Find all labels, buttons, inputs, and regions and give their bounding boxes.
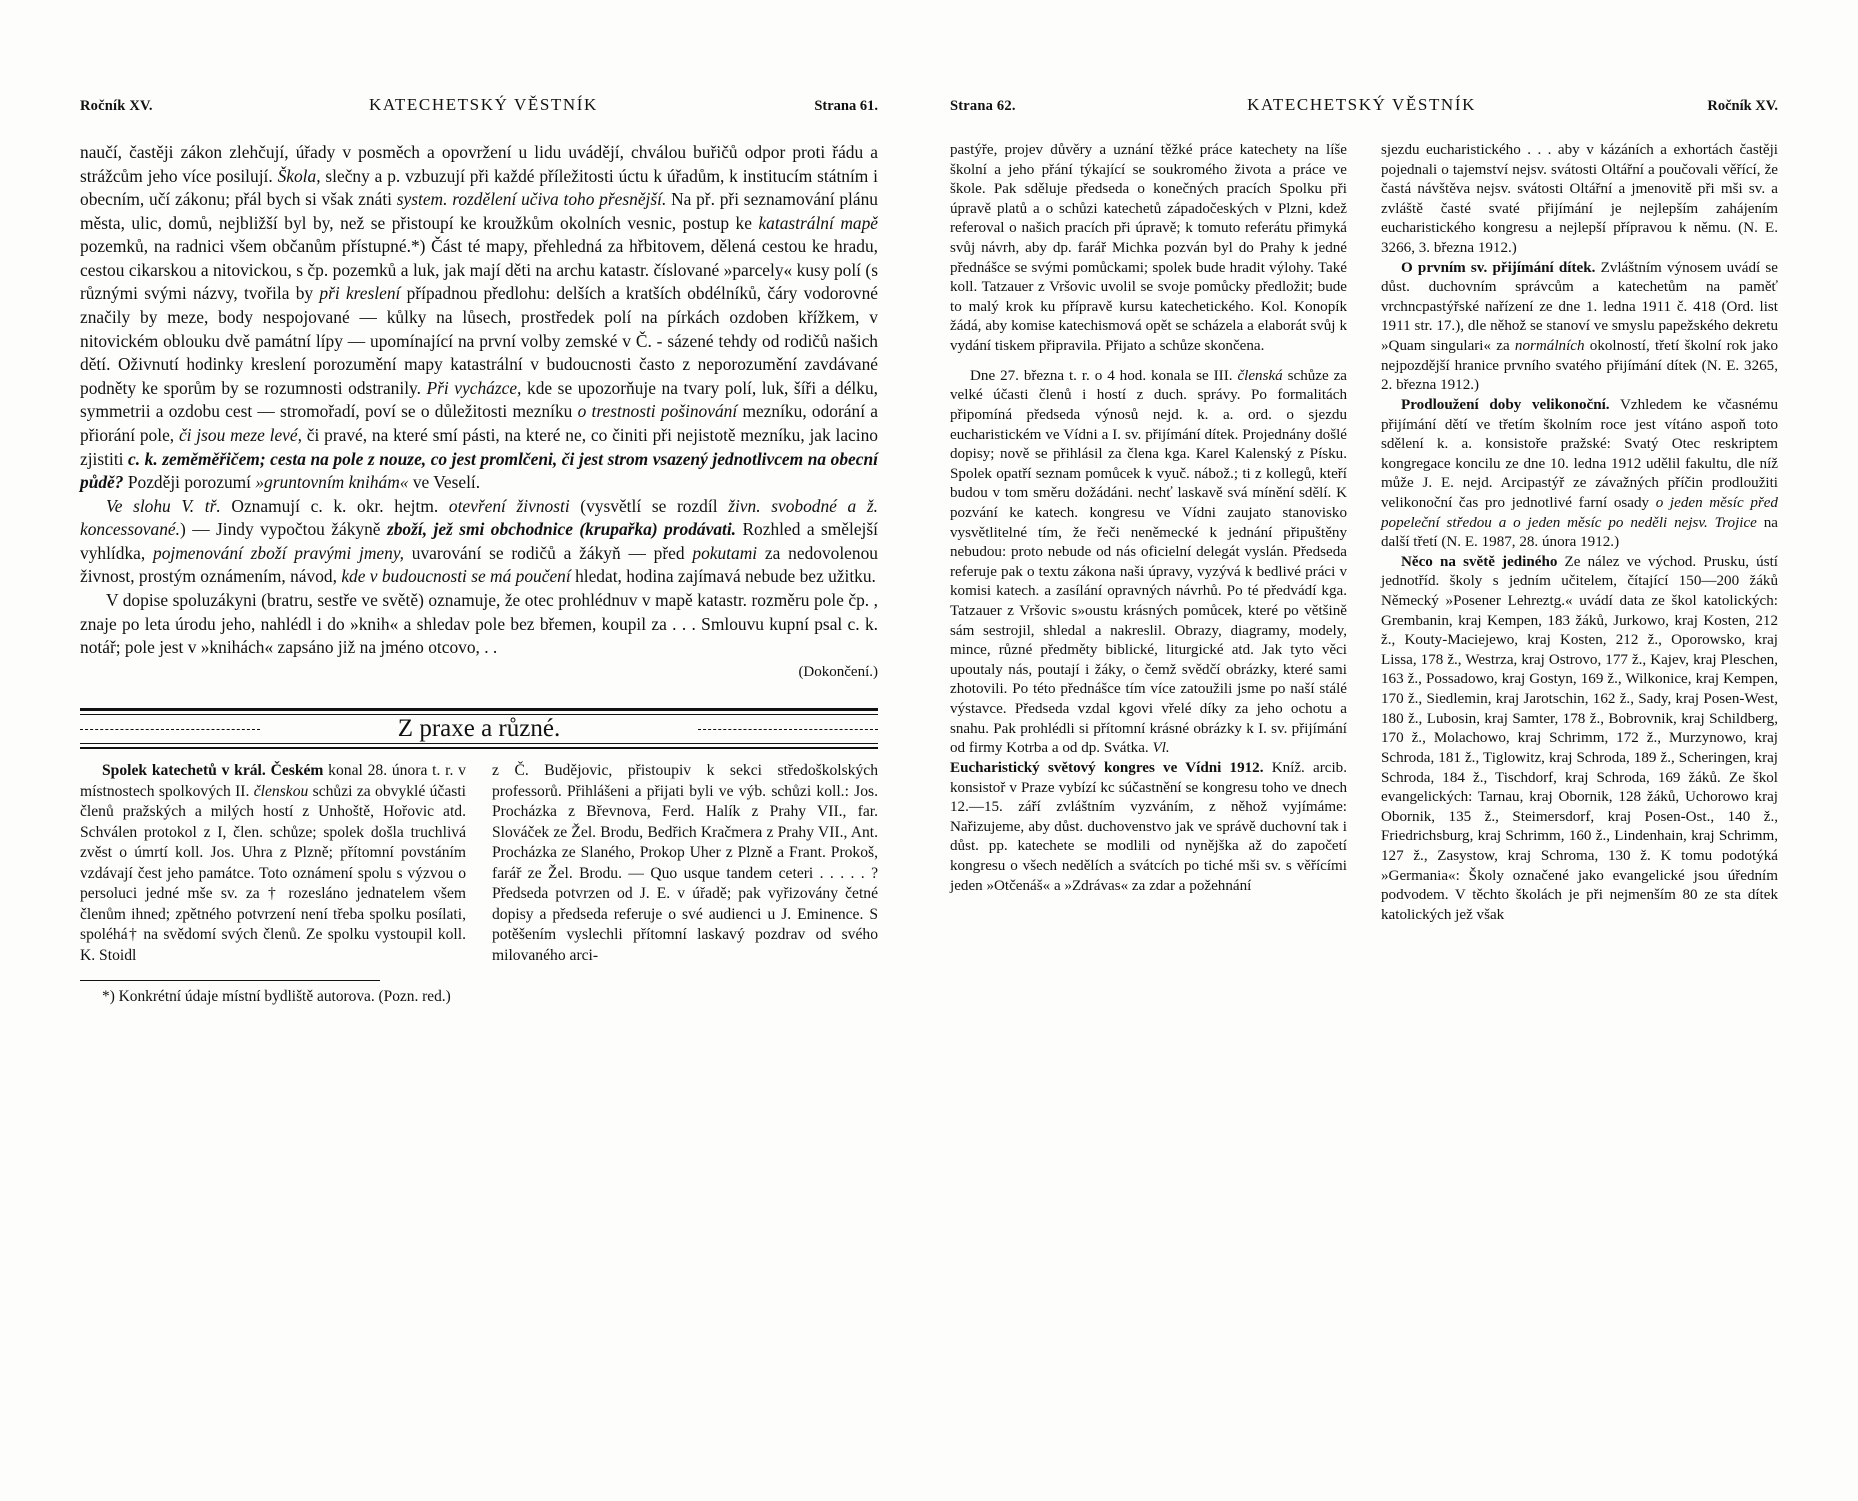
- paragraph: Dne 27. března t. r. o 4 hod. konala se III. členská schůze za velké účasti členů i hostí z duch. správy. Po formalitách připomíná předseda výnosů nejd. k. a. ord. o sjezdu eucharistickém ve Vídni a I. sv. přijímání dítek. Projednány došlé dopisy; nově se přihlásil za člena kga. Karel Kalenský z Písku. Spolek opatří seznam pomůcek k vyuč. nábož.; ti z kollegů, kteří budou v tom směru dožádáni. nechť laskavě svá mínění sdělí. K pozvání ke katech. kongresu ve Vídni zaujato stanovisko vysvětlitelné tím, že řeči neněmecké k jednání připuštěny nebudou: proto nebude od nás oficielní delegát vyslán. Předseda referuje pak o textu zákona naši úpravy, vyzývá k bedlivé práci v komisi katech. a zasílání opravných návrhů. Po té předvádí kga. Tatzauer z Vršovic s»oustu krásných pomůcek, které po většině sám sestrojil, shledal a nakreslil. Obrazy, diagramy, modely, mince, různé předměty biblické, liturgické atd. Jak tyto věci upoutaly nás, poutají i žáky, o čemž svědčí obrázky, které sami zhotovili. Po této přednášce tím více zatoužili jsme po naší stálé výstavce. Předseda vzdal kgovi vřelé díky za jeho ochotu a snahu. Pak prohlédli si přítomní krásné obrázky k I. sv. přijímání od firmy Kotrba a od dp. Svátka. Vl.: [950, 367, 1348, 757]
- paragraph: z Č. Budějovic, přistoupiv k sekci středoškolských professorů. Přihlášeni a přijati byli ve výb. schůzi koll.: Jos. Procházka z Břevnova, Ferd. Halík z Prahy VII., far. Slováček ze Žel. Brodu, Bedřich Kračmera z Prahy VII., Ant. Procházka ze Slaného, Prokop Uher z Plzně a Frant. Prokoš, farář ze Žel. Brodu. — Quo usque tandem ceteri . . . . . ? Předseda potvrzen od J. E. v úřadě; pak vyřizovány četné dopisy a předseda referuje o své audienci u J. Eminence. S potěšením vyslechli přítomní laskavý pozdrav od svého milovaného arci-: [492, 762, 878, 964]
- right-two-columns: [950, 141, 1778, 925]
- dash-rule-left: [80, 729, 260, 730]
- paragraph: Ve slohu V. tř. Oznamují c. k. okr. hejtm. otevření živnosti (vysvětlí se rozdíl živn. svobodné a ž. koncessované.) — Jindy vypočtou žákyně zboží, jež smi obchodnice (krupařka) prodávati. Rozhled a smělejší vyhlídka, pojmenování zboží pravými jmeny, uvarování se rodičů a žákyň — před pokutami za nedovolenou živnost, prostým oznámením, návod, kde v budoucnosti se má poučení hledat, hodina zajímavá nebude bez užitku.: [80, 495, 878, 587]
- paragraph: naučí, častěji zákon zlehčují, úřady v posměch a opovržení u lidu uvádějí, chválou buřičů odpor proti řádu a strážcům jeho více posilují. Škola, slečny a p. vzbuzují při každé příležitosti úctu k úřadům, k institucím státním i obecním, učí zákonu; přál bych si však znáti system. rozdělení učiva toho přesnější. Na př. při seznamování plánu města, ulic, domů, nejbližší byl by, než se přistoupí ke kroužkům okolních vesnic, postup ke katastrální mapě pozemků, na radnici všem občanům přístupné.*) Část té mapy, přehledná za hřbitovem, dělená cestou ke hradu, cestou cikarskou a nitovickou, s čp. pozemků a luk, jak mají děti na archu katastr. číslované »parcely« kusy polí (s různými svými názvy, tvořila by při kreslení případnou předlohu: delších a kratších obdélníků, čáry vodorovné značily by meze, body nespojované — kůlky na lůsech, prostředek polí na pírkách ozdoben křížkem, v nitovickém oblouku dvě památní lípy — upomínající na první volby zemské v Č. - sázené tehdy od rodičů našich dětí. Oživnutí hodinky kreslení porozumění mapy katastrální v budoucnosti často z neporozumění zavdávané podněty ke sporům by se rozumnosti odstranily. Při vycházce, kde se upozorňuje na tvary polí, luk, šíři a délku, symmetrii a ozdobu cest — stromořadí, poví se o důležitosti mezníku o trestnosti pošinování mezníku, odorání a přiorání pole, či jsou meze levé, či pravé, na které smí pásti, na které ne, co činiti při nejistotě mezníku, jak lacino zjistiti c. k. zeměměřičem; cesta na pole z nouze, co jest promlčeni, či jest strom vsazený jednotlivcem na obecní půdě? Později porozumí »gruntovním knihám« ve Veselí.: [80, 142, 879, 493]
- paragraph: Něco na světě jediného Ze nález ve východ. Prusku, ústí jednotříd. školy s jedním učitelem, čítající 150—200 žáků Německý »Posener Lehreztg.« uvádí data ze škol katolických: Grembanin, kraj Kempen, 183 žáků, Jurkowo, kraj Kosten, 212 ž., Kouty-Maciejewo, kraj Kosten, 212 ž., Oporowsko, kraj Lissa, 178 ž., Westrza, kraj Ostrovo, 177 ž., Kajev, kraj Pleschen, 163 ž., Possadowo, kraj Gostyn, 169 ž., Wilkonice, kraj Kempen, 170 ž., Siedlemin, kraj Jarotschin, 162 ž., Sady, kraj Posen-West, 180 ž., Lubosin, kraj Samter, 178 ž., Bobrovnik, kraj Schildberg, 170 ž., Molachowo, kraj Schrimm, 172 ž., Murzynowo, kraj Schroda, 181 ž., Tiglowitz, kraj Schroda, 189 ž., Scheringen, kraj Schroda, 184 ž., Tischdorf, kraj Schroda, 169 žáků. Ze škol evangelických: Tarnau, kraj Obornik, 128 žáků, Uchorowo kraj Obornik, 135 ž., Steimersdorf, kraj Posen-Ost., 140 ž., Friedrichsburg, kraj Schrimm, 160 ž., Lindenhain, kraj Schrimm, 127 ž., Zasystow, kraj Schroma, 130 ž. K tomu podotýká »Germania«: Školy označené jako evangelické jsou úředním podvodem. V těchto školách je při nejmenším 80 ze sta dítek katolických jež však: [1381, 553, 1778, 923]
- section-header-block: [80, 708, 878, 749]
- divider-thick-2: [80, 747, 878, 749]
- paragraph: Prodloužení doby velikonoční. Vzhledem ke včasnému přijímání dětí ve třetím školním roce jest vítáno aspoň toto sdělení k. a. konsistoře pražské: Svatý Otec reskriptem kongregace koncilu ze dne 10. ledna 1912 udělil fakultu, dle níž může J. E. nejd. Arcipastýř ze závažných příčin prodloužiti velikonoční čas pro jednotlivé farní osady o jeden měsíc před popeleční středou a o jeden měsíc po neděli nejsv. Trojice na další třetí (N. E. 1987, 28. února 1912.): [1381, 396, 1778, 551]
- paragraph: sjezdu eucharistického . . . aby v kázáních a exhortách častěji pojednali o tajemství nejsv. svátosti Oltářní a poučovali věřící, že častá návštěva nejsv. svátosti Oltářní a jmenovitě při mši sv. a zvláště časté svaté přijímání je nejlepším zahájením eucharistického kongresu a nejlepší přípravou k němu. (N. E. 3266, 3. března 1912.): [1381, 142, 1778, 257]
- left-journal-title: KATECHETSKÝ VĚSTNÍK: [369, 95, 598, 114]
- section-column-right: [492, 761, 878, 966]
- left-page: [0, 95, 930, 1007]
- page-spread: [0, 95, 1858, 1007]
- right-column-2: [1381, 141, 1778, 925]
- divider-thin-2: [80, 743, 878, 744]
- paragraph: pastýře, projev důvěry a uznání těžké práce katechety na líše školní a jeho přání týkající se soukromého života a práce ve škole. Pak sděluje předseda o konečných pracích Spolku při úpravě platů a o schůzi katechetů západočeských v Plzni, kdež referoval o našich pracích při úpravě; k tomuto referátu přimyká svůj návrh, aby dp. farář Michka pozván byl do Prahy k jedné přednášce se svými pomůckami; spolek bude hradit výlohy. Také koll. Tatzauer z Vršovic uvolil se svoje pomůcky předložit; bude to malý krok ku přípravě kursu katechetického. Kol. Konopík žádá, aby komise katechismová opět se scházela a elaborát svůj k vydání tiskem připravila. Přijato a schůze skončena.: [950, 142, 1347, 355]
- paragraph: V dopise spoluzákyni (bratru, sestře ve světě) oznamuje, že otec prohlédnuv v mapě katastr. rozměru pole čp. , znaje po leta úrodu jeho, nahlédl i do »knih« a shledav pole bez břemen, koupil za . . . Smlouvu kupní psal c. k. notář; pole jest v »knihách« zapsáno již na jméno otcovo, . .: [80, 589, 878, 658]
- paragraph: O prvním sv. přijímání dítek. Zvláštním výnosem uvádí se důst. duchovním správcům a katechetům na paměť vrchncpastýřské nařízení ze dne 1. ledna 1911 č. 418 (Ord. list 1911 str. 17.), dle něhož se stanoví ve smyslu papežského dekretu »Quam singulari« za normálních okolností, třetí školní rok jako nejpozdější hranice prvního svatého přijímání dítek (N. E. 3265, 2. března 1912.): [1381, 259, 1778, 394]
- right-journal-title: KATECHETSKÝ VĚSTNÍK: [1247, 95, 1476, 114]
- section-two-columns: [80, 761, 878, 966]
- paragraph: Eucharistický světový kongres ve Vídni 1912. Kníž. arcib. konsistoř v Praze vybízí kc súčastnění se kongresu toho ve dnech 12.—15. září zvláštním vyzváním, z něhož vyjímáme: Nařizujeme, aby důst. duchovenstvo jak ve správě duchovní tak i důst. pp. katechete se modlili od nynějška až do započetí kongresu o všech nedělích a svátcích po tiché mši sv. s věřícími jeden »Otčenáš« a »Zdrávas« za zdar a požehnání: [950, 759, 1347, 894]
- right-volume-label: Ročník XV.: [1707, 98, 1778, 114]
- left-main-text: [80, 141, 878, 682]
- divider-thick: [80, 708, 878, 711]
- right-running-head: [950, 95, 1778, 115]
- right-column-1: [950, 141, 1347, 925]
- footnote-text: *) Konkrétní údaje místní bydliště autorova. (Pozn. red.): [102, 988, 451, 1006]
- left-running-head: [80, 95, 878, 115]
- footnote-divider: [80, 980, 380, 981]
- continuation-note: (Dokončení.): [798, 663, 878, 680]
- paragraph: Spolek katechetů v král. Českém konal 28. února t. r. v místnostech spolkových II. členskou schůzi za obvyklé účasti členů pražských a milých hostí z Unhoště, Hořovic atd. Schválen protokol z I, člen. schůze; spolek došla truchlivá zvěst o úmrtí koll. Jos. Uhra z Plzně; přítomní povstáním vzdávají čest jeho památce. Toto oznámení spolu s výzvou o persoluci jedné mše sv. za † rozesláno jednatelem všem členům ihned; zpětného potvrzení není třeba spolku posílati, spoléhá† na svědomí svých členů. Ze spolku vystoupil koll. K. Stoidl: [80, 762, 466, 964]
- section-column-left: [80, 761, 466, 966]
- dash-rule-right: [698, 729, 878, 730]
- section-title-row: [80, 715, 878, 743]
- right-page-number: Strana 62.: [950, 98, 1016, 114]
- left-page-number: Strana 61.: [814, 98, 878, 114]
- section-title: Z praxe a různé.: [397, 715, 561, 743]
- left-volume-label: Ročník XV.: [80, 98, 153, 114]
- right-page: [930, 95, 1858, 1007]
